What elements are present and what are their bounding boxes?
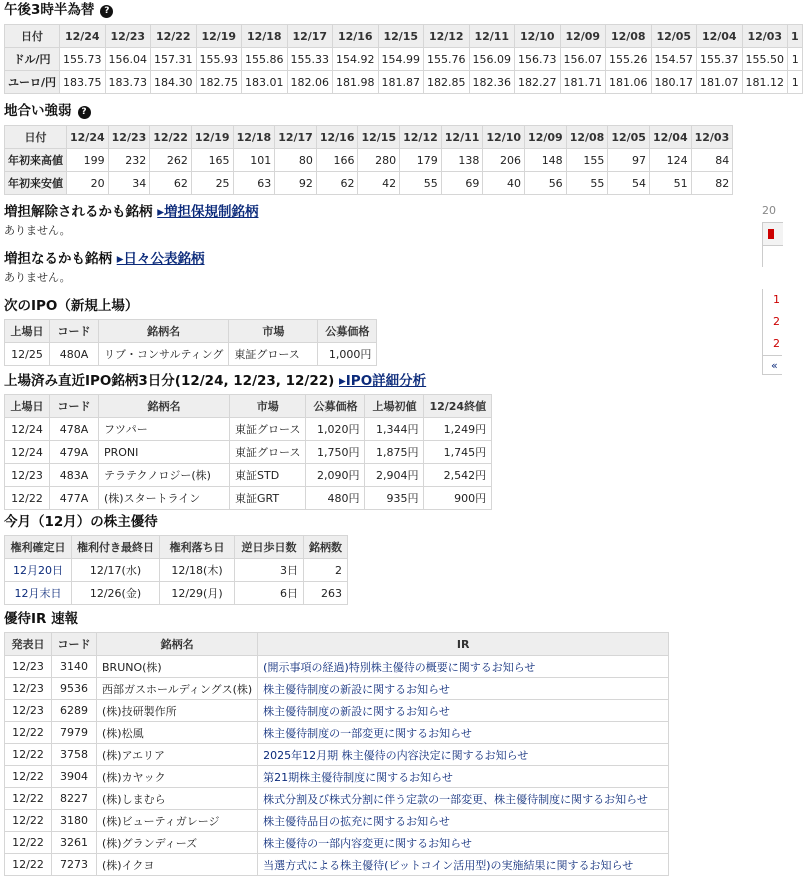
value-cell: 155.73 — [60, 48, 106, 71]
table-cell: 480A — [50, 343, 99, 366]
recent-ipo-table — [4, 394, 492, 510]
table-cell: 8227 — [52, 788, 97, 810]
table-row — [5, 656, 669, 678]
table-cell: 3261 — [52, 832, 97, 854]
value-cell: 155.33 — [287, 48, 333, 71]
value-cell: 138 — [441, 149, 483, 172]
header-row — [5, 25, 803, 48]
table-row — [5, 418, 492, 441]
row-label: ユーロ/円 — [5, 71, 60, 94]
value-cell: 155.26 — [606, 48, 652, 71]
column-header: 公募価格 — [318, 320, 377, 343]
column-header: 権利付き最終日 — [72, 536, 160, 559]
column-header: 銘柄数 — [304, 536, 348, 559]
table-cell: (株)カヤック — [97, 766, 258, 788]
table-row — [5, 744, 669, 766]
row-link[interactable]: 株主優待制度の新設に関するお知らせ — [258, 700, 669, 722]
row-label: ドル/円 — [5, 48, 60, 71]
table-cell: 900円 — [424, 487, 492, 510]
table-cell: 1,745円 — [424, 441, 492, 464]
date-column-header: 12/23 — [108, 126, 150, 149]
table-cell: 479A — [50, 441, 99, 464]
value-cell: 154.99 — [378, 48, 424, 71]
margin-regulation-link[interactable]: ▸増担保規制銘柄 — [157, 204, 259, 220]
table-cell: 3904 — [52, 766, 97, 788]
value-cell: 154.57 — [651, 48, 697, 71]
value-cell: 165 — [191, 149, 233, 172]
header-row — [5, 536, 348, 559]
value-cell: 20 — [67, 172, 109, 195]
margin-release-text: ありません。 — [4, 224, 71, 237]
recent-ipo-title: 上場済み直近IPO銘柄3日分(12/24, 12/23, 12/22) ▸IPO詳細分析 — [4, 373, 427, 389]
column-header: 発表日 — [5, 633, 52, 656]
row-link[interactable]: (開示事項の経過)特別株主優待の概要に関するお知らせ — [258, 656, 669, 678]
date-column-header: 12/17 — [287, 25, 333, 48]
table-cell: 3758 — [52, 744, 97, 766]
table-cell: (株)ビューティガレージ — [97, 810, 258, 832]
table-row — [5, 810, 669, 832]
value-cell: 181.06 — [606, 71, 652, 94]
column-header: 銘柄名 — [97, 633, 258, 656]
date-column-header: 12/11 — [469, 25, 515, 48]
table-row — [5, 343, 377, 366]
margin-release-title: 増担解除されるかも銘柄 ▸増担保規制銘柄 — [4, 204, 259, 220]
table-row — [5, 766, 669, 788]
date-column-header: 12/03 — [691, 126, 733, 149]
row-label: 年初来高値 — [5, 149, 67, 172]
column-header: 市場 — [229, 320, 318, 343]
column-header: 上場日 — [5, 395, 50, 418]
row-link[interactable]: 株式分割及び株式分割に伴う定款の一部変更、株主優待制度に関するお知らせ — [258, 788, 669, 810]
column-header: コード — [50, 320, 99, 343]
date-column-header: 12/10 — [515, 25, 561, 48]
value-cell: 166 — [316, 149, 358, 172]
date-header: 日付 — [5, 25, 60, 48]
table-cell: 6日 — [235, 582, 304, 605]
next-ipo-section — [0, 296, 377, 366]
column-header: 公募価格 — [306, 395, 365, 418]
table-cell: 2,090円 — [306, 464, 365, 487]
yutai-ir-table — [4, 632, 669, 876]
value-cell: 42 — [358, 172, 400, 195]
value-cell: 182.06 — [287, 71, 333, 94]
table-cell: 483A — [50, 464, 99, 487]
table-cell: 12/23 — [5, 700, 52, 722]
table-cell: 935円 — [365, 487, 424, 510]
strength-section — [0, 101, 733, 195]
table-cell: 12/22 — [5, 788, 52, 810]
column-header: 12/24終値 — [424, 395, 492, 418]
table-cell: 12/22 — [5, 744, 52, 766]
next-ipo-table — [4, 319, 377, 366]
row-link[interactable]: 株主優待品目の拡充に関するお知らせ — [258, 810, 669, 832]
value-cell: 183.75 — [60, 71, 106, 94]
value-cell: 155.93 — [196, 48, 242, 71]
table-cell: 西部ガスホールディングス(株) — [97, 678, 258, 700]
table-row — [5, 172, 733, 195]
value-cell: 155.37 — [697, 48, 743, 71]
value-cell: 184.30 — [151, 71, 197, 94]
table-cell: 12/18(木) — [160, 559, 235, 582]
value-cell: 199 — [67, 149, 109, 172]
column-header: IR — [258, 633, 669, 656]
date-column-header: 12/04 — [649, 126, 691, 149]
table-cell: (株)スタートライン — [99, 487, 230, 510]
table-cell: 480円 — [306, 487, 365, 510]
header-row — [5, 320, 377, 343]
column-header: 権利落ち日 — [160, 536, 235, 559]
sidebar-marker-icon — [768, 229, 774, 239]
table-row — [5, 487, 492, 510]
value-cell: 40 — [483, 172, 525, 195]
date-column-header: 12/19 — [191, 126, 233, 149]
column-header: 権利確定日 — [5, 536, 72, 559]
table-cell: 478A — [50, 418, 99, 441]
table-cell: (株)しまむら — [97, 788, 258, 810]
table-row — [5, 559, 348, 582]
date-column-header: 12/24 — [67, 126, 109, 149]
table-cell: 東証STD — [230, 464, 306, 487]
table-cell: BRUNO(株) — [97, 656, 258, 678]
column-header: 逆日歩日数 — [235, 536, 304, 559]
value-cell: 63 — [233, 172, 275, 195]
column-header: コード — [50, 395, 99, 418]
fx-section — [0, 0, 803, 94]
date-column-header: 12/23 — [105, 25, 151, 48]
next-ipo-title: 次のIPO（新規上場） — [4, 298, 139, 314]
value-cell: 82 — [691, 172, 733, 195]
row-link[interactable]: 当選方式による株主優待(ビットコイン活用型)の実施結果に関するお知らせ — [258, 854, 669, 876]
value-cell: 155 — [566, 149, 608, 172]
table-cell: 東証グロース — [230, 441, 306, 464]
table-cell: 1,000円 — [318, 343, 377, 366]
value-cell: 156.73 — [515, 48, 561, 71]
value-cell: 92 — [275, 172, 317, 195]
margin-add-text: ありません。 — [4, 271, 71, 284]
value-cell: 180.17 — [651, 71, 697, 94]
date-column-header: 12/11 — [441, 126, 483, 149]
value-cell: 80 — [275, 149, 317, 172]
date-column-header: 1 — [788, 25, 803, 48]
table-cell: 2,542円 — [424, 464, 492, 487]
value-cell: 56 — [525, 172, 567, 195]
row-link[interactable]: 株主優待制度の一部変更に関するお知らせ — [258, 722, 669, 744]
margin-add-title: 増担なるかも銘柄 ▸日々公表銘柄 — [4, 251, 205, 267]
date-column-header: 12/03 — [742, 25, 788, 48]
value-cell: 183.73 — [105, 71, 151, 94]
yutai-ir-title: 優待IR 速報 — [4, 611, 79, 627]
table-cell: 3180 — [52, 810, 97, 832]
date-column-header: 12/17 — [275, 126, 317, 149]
table-cell: 263 — [304, 582, 348, 605]
table-cell: PRONI — [99, 441, 230, 464]
value-cell: 280 — [358, 149, 400, 172]
value-cell: 206 — [483, 149, 525, 172]
value-cell: 181.71 — [560, 71, 606, 94]
table-row — [5, 788, 669, 810]
table-cell: 12/22 — [5, 854, 52, 876]
table-cell: 12/22 — [5, 487, 50, 510]
value-cell: 179 — [400, 149, 442, 172]
table-cell: リブ・コンサルティング — [99, 343, 229, 366]
date-column-header: 12/08 — [606, 25, 652, 48]
value-cell: 62 — [316, 172, 358, 195]
table-cell: 東証グロース — [230, 418, 306, 441]
value-cell: 232 — [108, 149, 150, 172]
table-cell: 2,904円 — [365, 464, 424, 487]
value-cell: 62 — [150, 172, 192, 195]
table-row — [5, 700, 669, 722]
table-row — [5, 722, 669, 744]
date-column-header: 12/22 — [151, 25, 197, 48]
row-link[interactable]: 12月末日 — [5, 582, 72, 605]
table-row — [5, 832, 669, 854]
table-cell: 東証グロース — [229, 343, 318, 366]
table-cell: 7273 — [52, 854, 97, 876]
table-row — [5, 71, 803, 94]
value-cell: 182.36 — [469, 71, 515, 94]
date-header: 日付 — [5, 126, 67, 149]
date-column-header: 12/15 — [358, 126, 400, 149]
value-cell: 156.07 — [560, 48, 606, 71]
row-link[interactable]: 12月20日 — [5, 559, 72, 582]
value-cell: 156.04 — [105, 48, 151, 71]
row-link[interactable]: 第21期株主優待制度に関するお知らせ — [258, 766, 669, 788]
header-row — [5, 126, 733, 149]
table-cell: 6289 — [52, 700, 97, 722]
yutai-ir-section — [0, 609, 669, 876]
date-column-header: 12/24 — [60, 25, 106, 48]
value-cell: 181.12 — [742, 71, 788, 94]
date-column-header: 12/22 — [150, 126, 192, 149]
column-header: コード — [52, 633, 97, 656]
table-cell: 東証GRT — [230, 487, 306, 510]
header-row — [5, 395, 492, 418]
value-cell: 54 — [608, 172, 650, 195]
value-cell: 55 — [400, 172, 442, 195]
value-cell: 181.87 — [378, 71, 424, 94]
margin-add-section — [0, 249, 204, 287]
value-cell: 181.07 — [697, 71, 743, 94]
column-header: 銘柄名 — [99, 395, 230, 418]
table-cell: 12/23 — [5, 656, 52, 678]
value-cell: 51 — [649, 172, 691, 195]
header-row — [5, 633, 669, 656]
table-cell: 12/23 — [5, 678, 52, 700]
table-cell: 12/24 — [5, 441, 50, 464]
table-row — [5, 149, 733, 172]
help-icon[interactable]: ? — [78, 106, 91, 119]
value-cell: 157.31 — [151, 48, 197, 71]
row-link[interactable]: 株主優待制度の新設に関するお知らせ — [258, 678, 669, 700]
yutai-section — [0, 512, 348, 605]
table-cell: (株)イクヨ — [97, 854, 258, 876]
table-cell: 477A — [50, 487, 99, 510]
value-cell: 124 — [649, 149, 691, 172]
date-column-header: 12/16 — [316, 126, 358, 149]
value-cell: 182.85 — [424, 71, 470, 94]
table-cell: 1,249円 — [424, 418, 492, 441]
table-cell: 12/17(水) — [72, 559, 160, 582]
value-cell: 101 — [233, 149, 275, 172]
row-label: 年初来安値 — [5, 172, 67, 195]
column-header: 銘柄名 — [99, 320, 229, 343]
value-cell: 182.27 — [515, 71, 561, 94]
yutai-title: 今月（12月）の株主優待 — [4, 514, 158, 530]
table-cell: 12/24 — [5, 418, 50, 441]
date-column-header: 12/04 — [697, 25, 743, 48]
value-cell: 262 — [150, 149, 192, 172]
date-column-header: 12/19 — [196, 25, 242, 48]
value-cell: 182.75 — [196, 71, 242, 94]
strength-title: 地合い強弱 ? — [0, 101, 733, 121]
table-cell: テラテクノロジー(株) — [99, 464, 230, 487]
table-row — [5, 582, 348, 605]
table-cell: 12/29(月) — [160, 582, 235, 605]
sidebar-year: 20 — [762, 204, 776, 217]
sidebar-item-1[interactable]: 1 — [762, 289, 782, 311]
date-column-header: 12/18 — [242, 25, 288, 48]
sidebar-blank — [762, 245, 783, 267]
sidebar-item-2[interactable]: 2 — [762, 311, 782, 333]
help-icon[interactable]: ? — [100, 5, 113, 18]
table-row — [5, 678, 669, 700]
sidebar-header — [762, 222, 783, 246]
value-cell: 154.92 — [333, 48, 379, 71]
value-cell: 181.98 — [333, 71, 379, 94]
fx-table — [4, 24, 803, 94]
value-cell: 34 — [108, 172, 150, 195]
value-cell: 1 — [788, 71, 803, 94]
value-cell: 69 — [441, 172, 483, 195]
table-cell: 12/22 — [5, 722, 52, 744]
sidebar-item-3[interactable]: 2 — [762, 333, 782, 355]
value-cell: 55 — [566, 172, 608, 195]
table-cell: 12/23 — [5, 464, 50, 487]
value-cell: 25 — [191, 172, 233, 195]
date-column-header: 12/09 — [525, 126, 567, 149]
date-column-header: 12/15 — [378, 25, 424, 48]
date-column-header: 12/10 — [483, 126, 525, 149]
value-cell: 155.76 — [424, 48, 470, 71]
column-header: 上場日 — [5, 320, 50, 343]
fx-title: 午後3時半為替 ? — [0, 0, 803, 20]
table-cell: 1,344円 — [365, 418, 424, 441]
table-cell: 1,875円 — [365, 441, 424, 464]
table-cell: 12/22 — [5, 832, 52, 854]
date-column-header: 12/18 — [233, 126, 275, 149]
ipo-analysis-link[interactable]: ▸IPO詳細分析 — [339, 373, 427, 389]
table-cell: 12/25 — [5, 343, 50, 366]
date-column-header: 12/12 — [424, 25, 470, 48]
table-row — [5, 48, 803, 71]
date-column-header: 12/08 — [566, 126, 608, 149]
value-cell: 97 — [608, 149, 650, 172]
value-cell: 1 — [788, 48, 803, 71]
recent-ipo-section — [0, 371, 492, 510]
column-header: 市場 — [230, 395, 306, 418]
date-column-header: 12/16 — [333, 25, 379, 48]
table-cell: 12/22 — [5, 810, 52, 832]
date-column-header: 12/05 — [651, 25, 697, 48]
margin-release-section — [0, 202, 258, 240]
table-cell: (株)グランディーズ — [97, 832, 258, 854]
table-cell: 3日 — [235, 559, 304, 582]
value-cell: 156.09 — [469, 48, 515, 71]
value-cell: 155.86 — [242, 48, 288, 71]
table-cell: 7979 — [52, 722, 97, 744]
table-cell: 1,020円 — [306, 418, 365, 441]
table-cell: (株)技研製作所 — [97, 700, 258, 722]
value-cell: 148 — [525, 149, 567, 172]
sidebar-prev-button[interactable]: « — [762, 355, 782, 375]
table-row — [5, 464, 492, 487]
value-cell: 155.50 — [742, 48, 788, 71]
table-cell: 12/22 — [5, 766, 52, 788]
column-header: 上場初値 — [365, 395, 424, 418]
row-link[interactable]: 株主優待の一部内容変更に関するお知らせ — [258, 832, 669, 854]
table-cell: 9536 — [52, 678, 97, 700]
table-cell: 3140 — [52, 656, 97, 678]
value-cell: 84 — [691, 149, 733, 172]
table-cell: 2 — [304, 559, 348, 582]
strength-table — [4, 125, 733, 195]
table-cell: 1,750円 — [306, 441, 365, 464]
table-cell: (株)アエリア — [97, 744, 258, 766]
table-row — [5, 441, 492, 464]
table-cell: (株)松風 — [97, 722, 258, 744]
date-column-header: 12/05 — [608, 126, 650, 149]
value-cell: 183.01 — [242, 71, 288, 94]
table-cell: 12/26(金) — [72, 582, 160, 605]
daily-announce-link[interactable]: ▸日々公表銘柄 — [116, 251, 205, 267]
table-row — [5, 854, 669, 876]
table-cell: フツパー — [99, 418, 230, 441]
yutai-table — [4, 535, 348, 605]
row-link[interactable]: 2025年12月期 株主優待の内容決定に関するお知らせ — [258, 744, 669, 766]
date-column-header: 12/09 — [560, 25, 606, 48]
date-column-header: 12/12 — [400, 126, 442, 149]
